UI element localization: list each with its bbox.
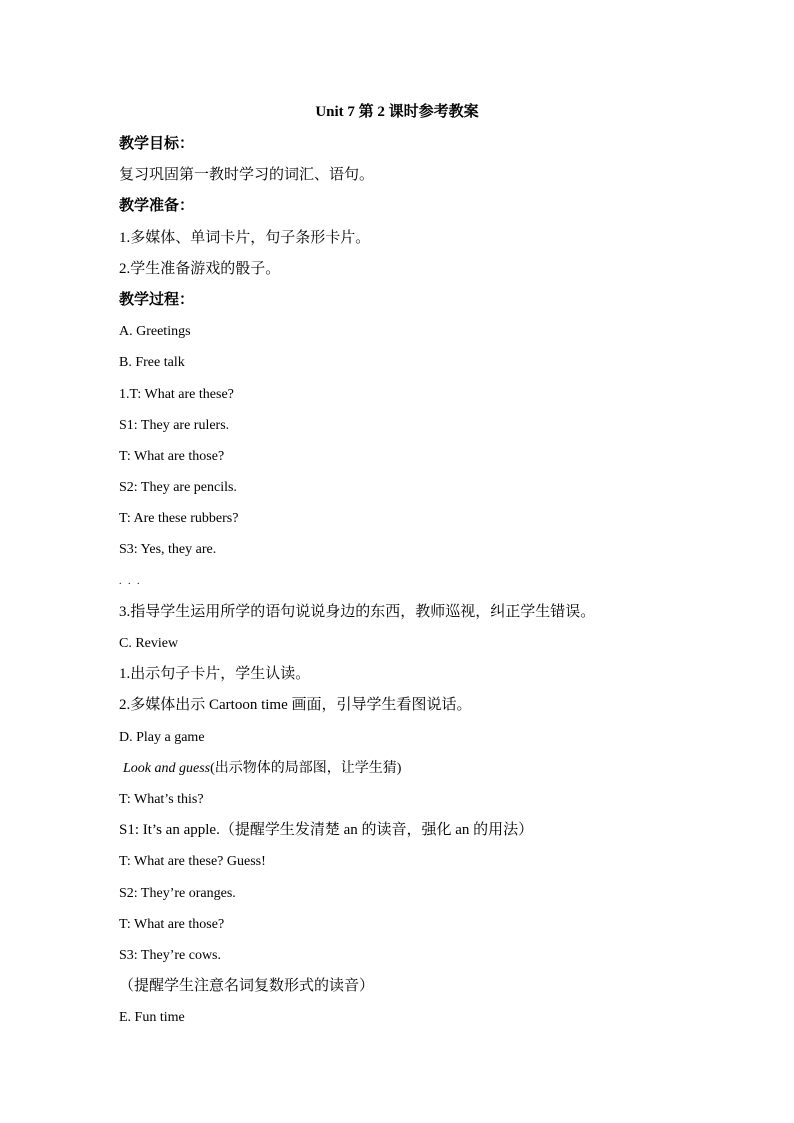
document-body [119, 129, 739, 1033]
text-line: T: What are those? [119, 448, 225, 464]
text-line: S2: They’re oranges. [119, 885, 236, 901]
text-line: A. Greetings [119, 324, 191, 340]
text-line: 2.学生准备游戏的骰子。 [119, 260, 281, 277]
text-line: D. Play a game [119, 729, 205, 745]
activity-note: (出示物体的局部图，让学生猜) [210, 760, 402, 776]
text-line: S3: They’re cows. [119, 947, 221, 963]
section-heading: 教学目标： [119, 136, 195, 152]
document-title: Unit 7 第 2 课时参考教案 [315, 104, 479, 120]
text-line: T: What are those? [119, 916, 225, 932]
text-line: 复习巩固第一教时学习的词汇、语句。 [119, 167, 375, 184]
text-line: T: What are these? Guess! [119, 854, 266, 870]
section-heading: 教学准备： [119, 198, 195, 215]
text-line: E. Fun time [119, 1010, 185, 1026]
text-line: S2: They are pencils. [119, 480, 237, 496]
text-line: 1.出示句子卡片，学生认读。 [119, 666, 311, 683]
text-line: T: What’s this? [119, 791, 204, 807]
text-line: 3.指导学生运用所学的语句说说身边的东西，教师巡视，纠正学生错误。 [119, 603, 596, 620]
section-heading: 教学过程： [119, 291, 195, 308]
activity-name: Look and guess [123, 760, 211, 776]
text-line: 1.T: What are these? [119, 386, 234, 402]
text-line: T: Are these rubbers? [119, 511, 239, 527]
text-line: S1: They are rulers. [119, 417, 230, 433]
text-line: S3: Yes, they are. [119, 542, 217, 558]
ellipsis-line: . . . [119, 575, 142, 587]
text-line [119, 753, 739, 784]
text-line: C. Review [119, 636, 179, 651]
text-line: B. Free talk [119, 355, 185, 371]
text-line: 1.多媒体、单词卡片，句子条形卡片。 [119, 229, 371, 246]
text-line: （提醒学生注意名词复数形式的读音） [119, 978, 375, 995]
text-line: S1: It’s an apple.（提醒学生发清楚 an 的读音，强化 an 的用法） [119, 822, 534, 839]
text-line: 2.多媒体出示 Cartoon time 画面，引导学生看图说话。 [119, 697, 472, 714]
